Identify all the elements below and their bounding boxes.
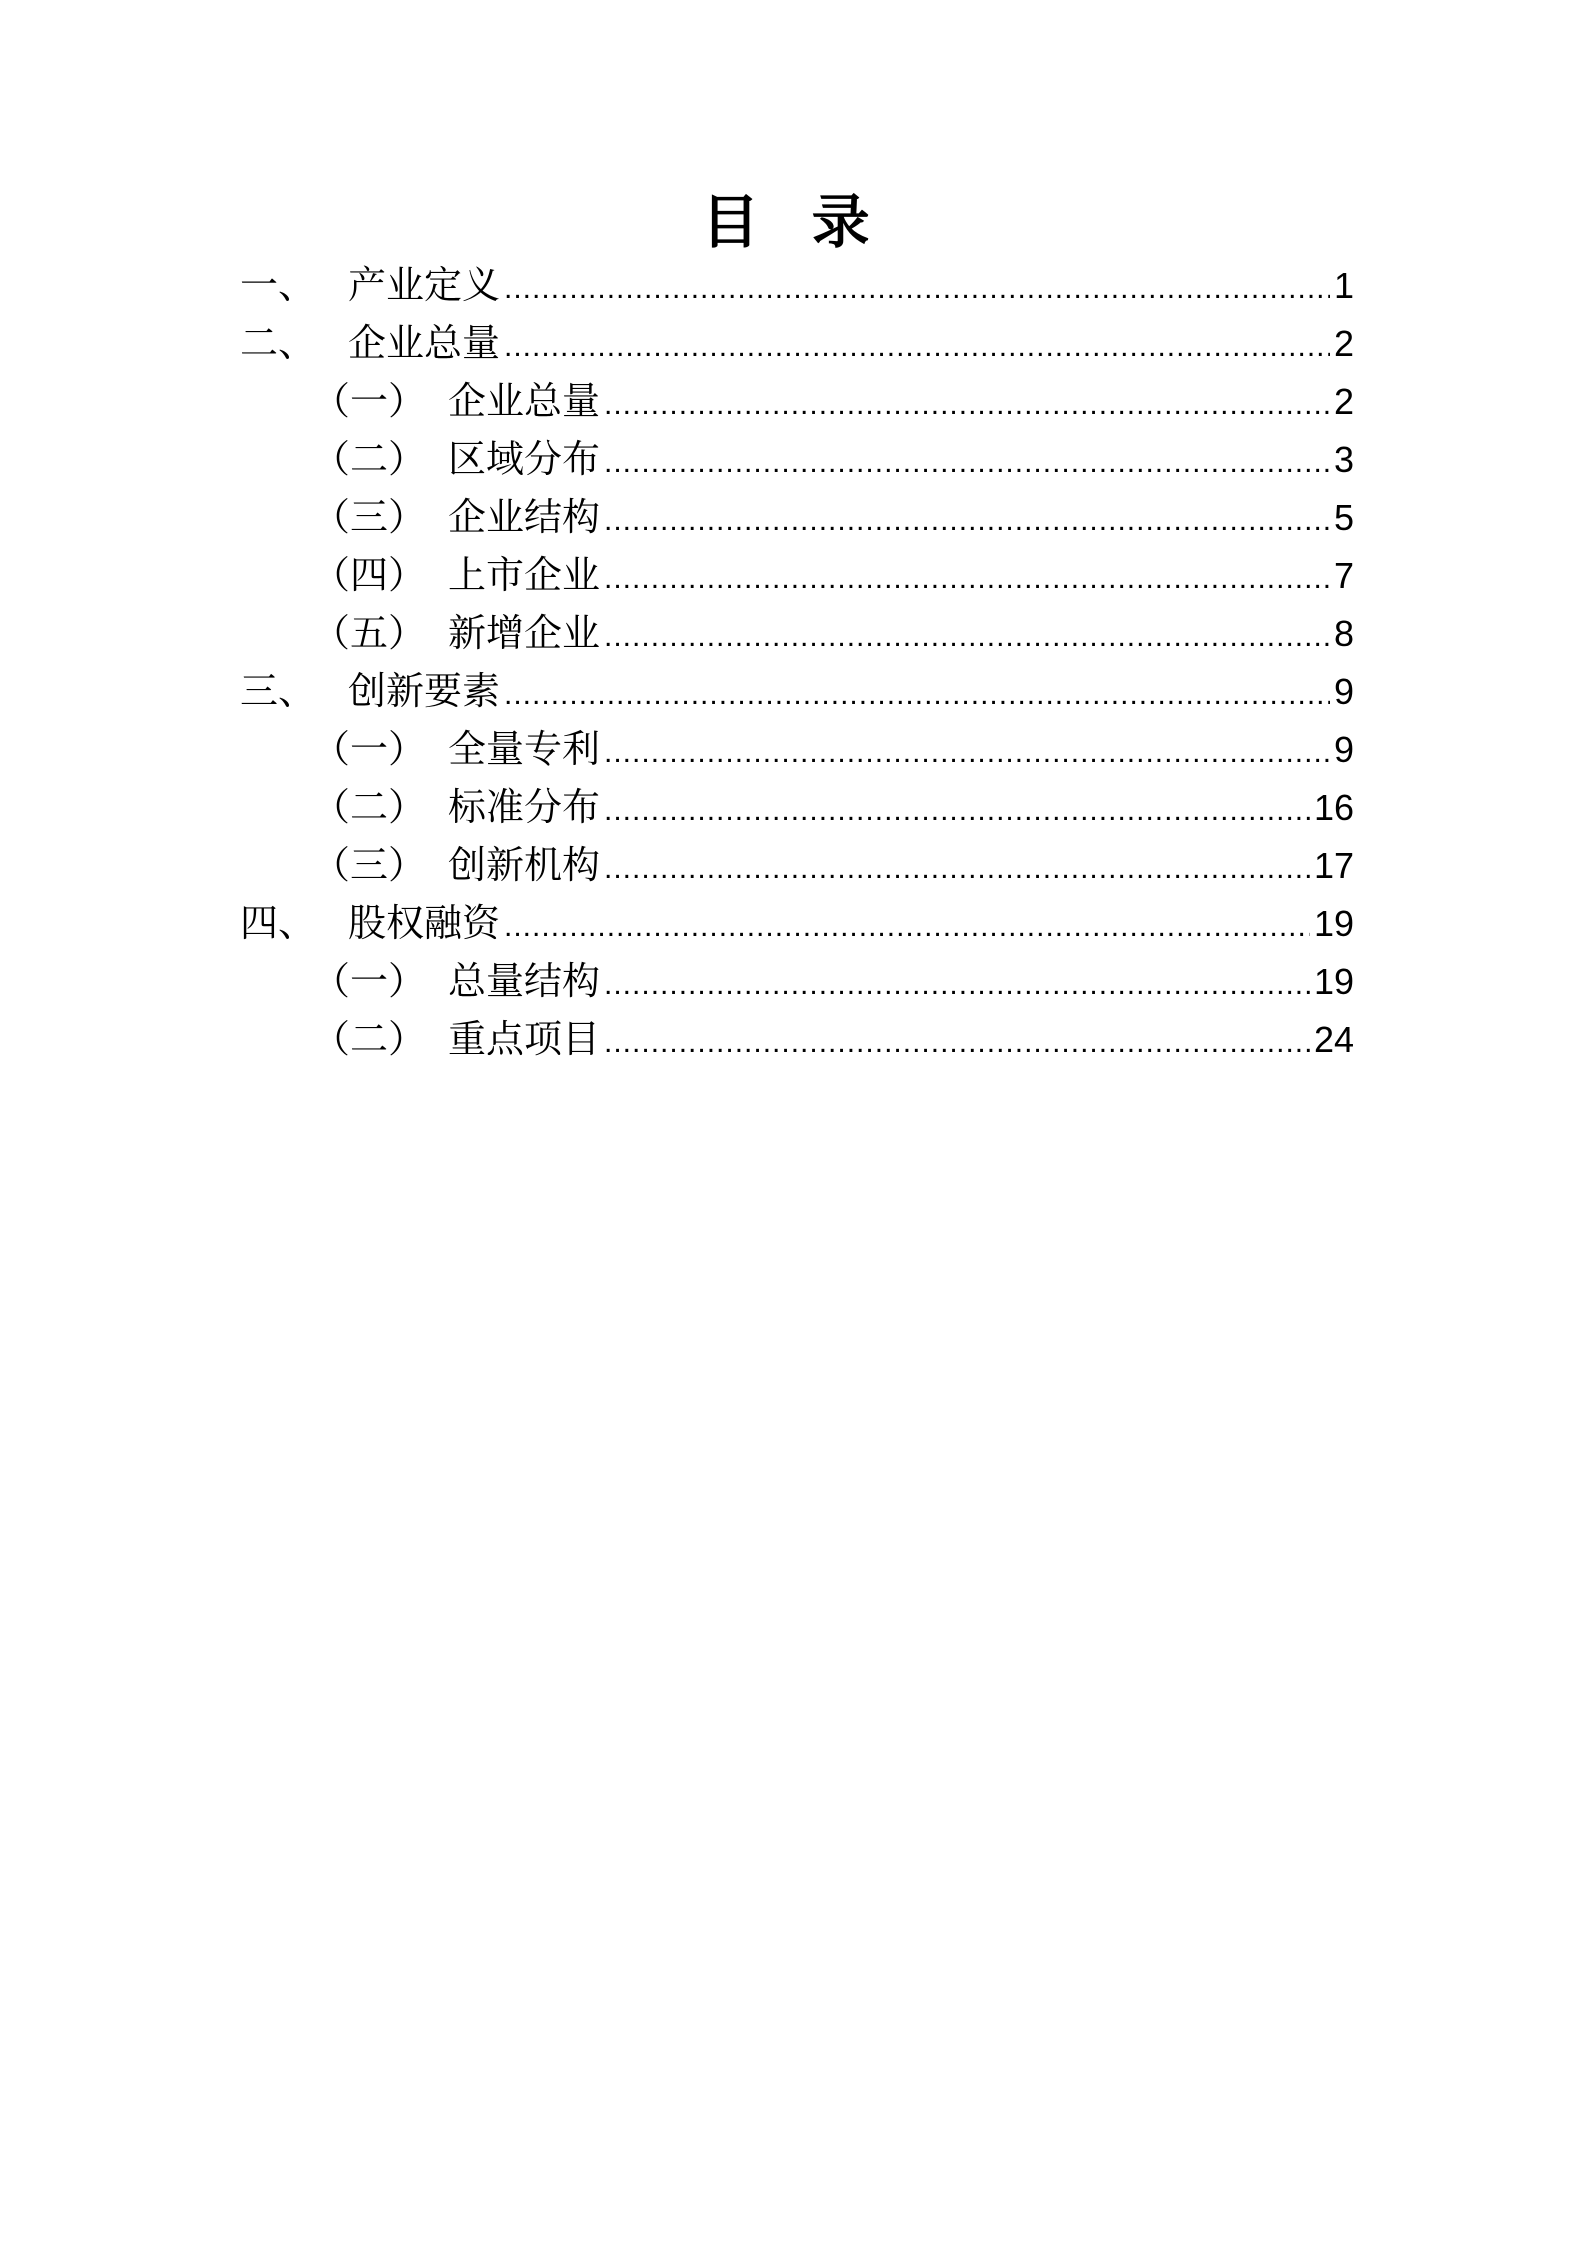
toc-title: 目 录 — [701, 188, 886, 256]
toc-entry-title: 标准分布 — [448, 785, 601, 829]
toc-entry-title: 新增企业 — [448, 611, 601, 655]
toc-entry[interactable] — [240, 836, 1354, 894]
toc-entry-page: 17 — [1313, 845, 1354, 886]
toc-entry-title: 上市企业 — [448, 553, 601, 597]
toc-entry-page: 3 — [1333, 439, 1354, 480]
toc-entry-title: 产业定义 — [348, 263, 501, 307]
toc-entry[interactable] — [240, 604, 1354, 662]
toc-entry-number: （一） — [312, 379, 427, 423]
toc-entry-number: （四） — [312, 553, 427, 597]
toc-dot-leader — [604, 492, 1330, 550]
toc-dot-leader — [604, 724, 1330, 782]
toc-dot-leader — [504, 318, 1330, 376]
toc-entry-number: （三） — [312, 495, 427, 539]
toc-entry-title: 总量结构 — [448, 959, 601, 1003]
toc-entry-page: 2 — [1333, 323, 1354, 364]
toc-entry-title: 股权融资 — [348, 901, 501, 945]
toc-entry-title: 全量专利 — [448, 727, 601, 771]
toc-entry-number: （二） — [312, 437, 427, 481]
toc-entry-number: （五） — [312, 611, 427, 655]
toc-entry-number: （二） — [312, 785, 427, 829]
toc-entry-title: 创新机构 — [448, 843, 601, 887]
toc-entry-page: 7 — [1333, 555, 1354, 596]
toc-entry-title: 创新要素 — [348, 669, 501, 713]
toc-dot-leader — [604, 376, 1330, 434]
toc-dot-leader — [604, 1014, 1310, 1072]
toc-entry-title: 企业总量 — [348, 321, 501, 365]
toc-dot-leader — [604, 608, 1330, 666]
toc-entry-page: 9 — [1333, 671, 1354, 712]
toc-entry-page: 9 — [1333, 729, 1354, 770]
toc-list — [240, 256, 1354, 1068]
toc-entry-number: （二） — [312, 1017, 427, 1061]
toc-entry-page: 16 — [1313, 787, 1354, 828]
toc-entry-page: 8 — [1333, 613, 1354, 654]
toc-entry[interactable] — [240, 778, 1354, 836]
toc-entry-number: （三） — [312, 843, 427, 887]
toc-entry[interactable] — [240, 1010, 1354, 1068]
toc-entry-page: 5 — [1333, 497, 1354, 538]
toc-entry-page: 2 — [1333, 381, 1354, 422]
toc-entry-number: 二、 — [240, 321, 317, 365]
toc-entry[interactable] — [240, 488, 1354, 546]
toc-entry-number: 三、 — [240, 669, 317, 713]
toc-entry-number: 一、 — [240, 263, 317, 307]
toc-entry[interactable] — [240, 256, 1354, 314]
toc-entry[interactable] — [240, 372, 1354, 430]
toc-entry-number: 四、 — [240, 901, 317, 945]
toc-entry-number: （一） — [312, 727, 427, 771]
toc-entry-title: 企业结构 — [448, 495, 601, 539]
toc-entry[interactable] — [240, 314, 1354, 372]
toc-dot-leader — [604, 550, 1330, 608]
toc-entry[interactable] — [240, 720, 1354, 778]
toc-dot-leader — [504, 260, 1330, 318]
toc-entry-page: 24 — [1313, 1019, 1354, 1060]
toc-dot-leader — [504, 666, 1330, 724]
toc-entry[interactable] — [240, 430, 1354, 488]
toc-entry-page: 19 — [1313, 903, 1354, 944]
toc-dot-leader — [504, 898, 1310, 956]
toc-entry-page: 1 — [1333, 265, 1354, 306]
toc-entry[interactable] — [240, 546, 1354, 604]
toc-entry-title: 区域分布 — [448, 437, 601, 481]
toc-entry[interactable] — [240, 662, 1354, 720]
toc-entry-title: 企业总量 — [448, 379, 601, 423]
toc-dot-leader — [604, 434, 1330, 492]
toc-dot-leader — [604, 840, 1310, 898]
toc-entry-title: 重点项目 — [448, 1017, 601, 1061]
toc-entry-number: （一） — [312, 959, 427, 1003]
toc-entry-page: 19 — [1313, 961, 1354, 1002]
toc-dot-leader — [604, 782, 1310, 840]
toc-entry[interactable] — [240, 952, 1354, 1010]
toc-dot-leader — [604, 956, 1310, 1014]
toc-entry[interactable] — [240, 894, 1354, 952]
